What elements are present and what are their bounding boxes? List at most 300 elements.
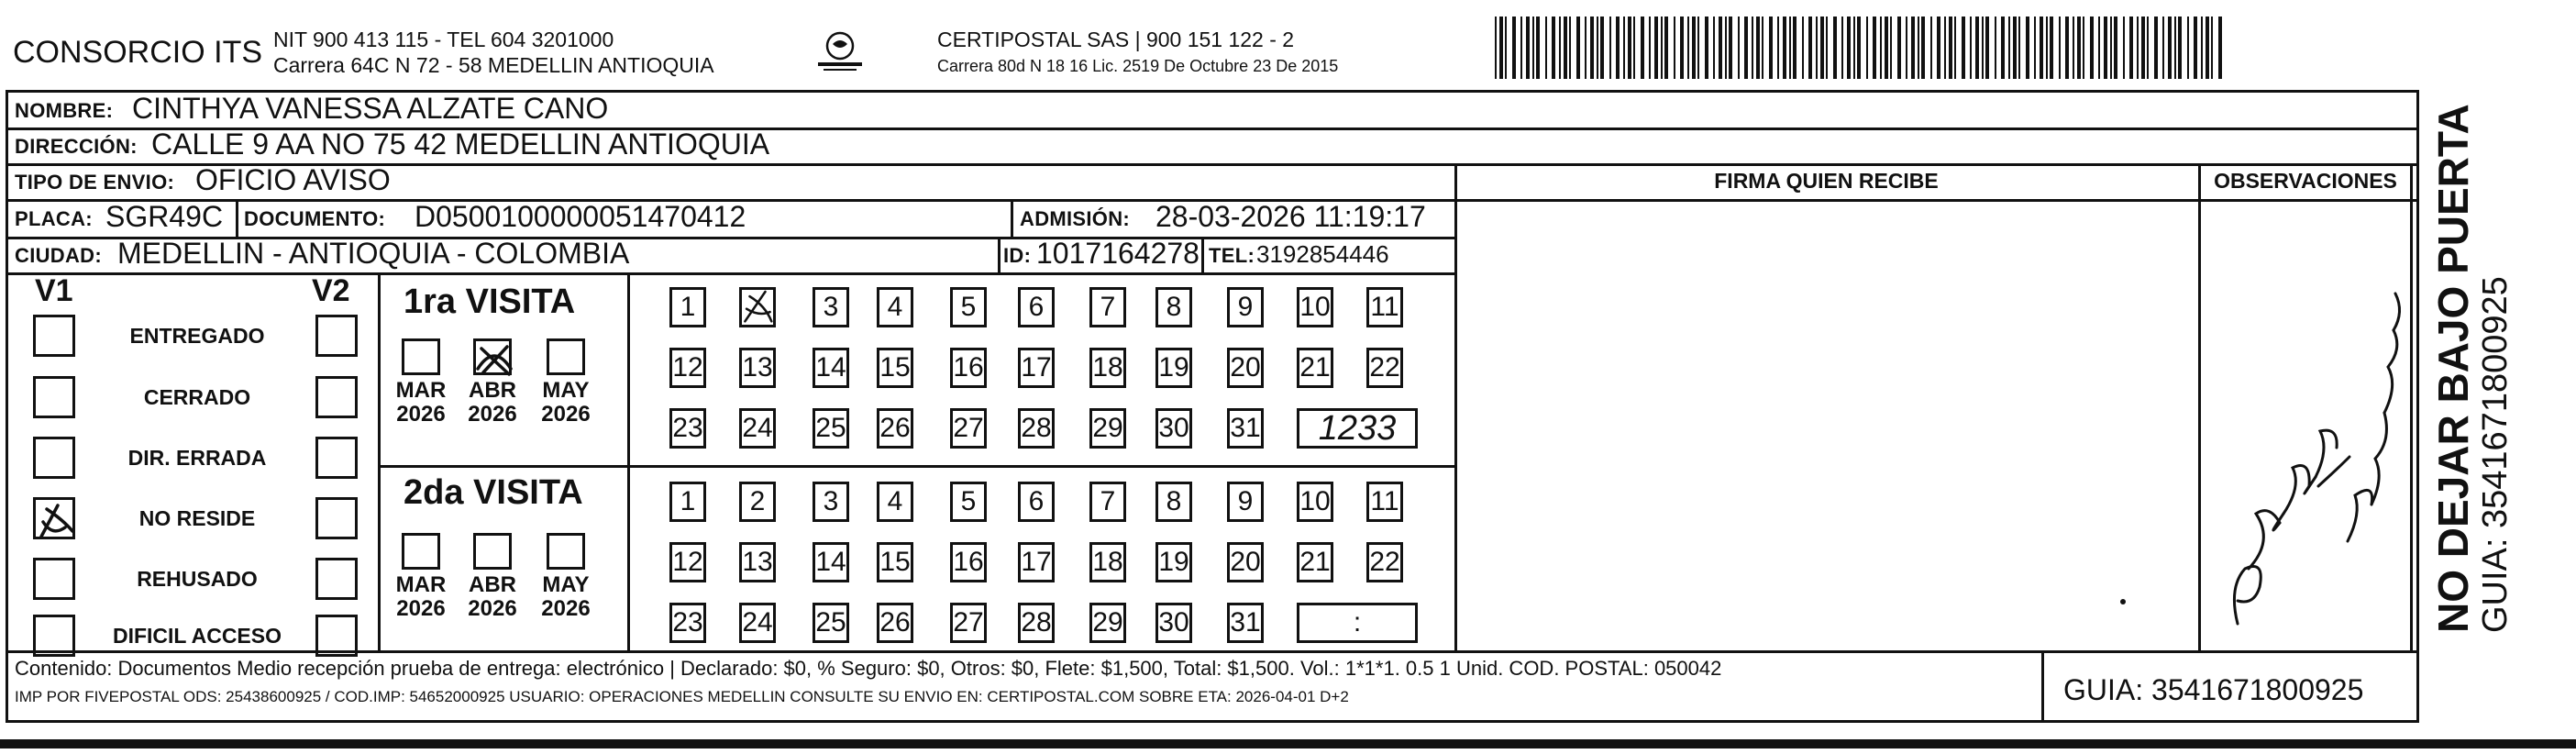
day-box[interactable] bbox=[1227, 408, 1264, 449]
v1-label: V1 bbox=[35, 273, 73, 308]
day-box[interactable] bbox=[877, 542, 913, 582]
barcode-bar bbox=[1729, 17, 1732, 79]
day-box[interactable] bbox=[1155, 287, 1192, 327]
barcode-bar bbox=[2110, 17, 2112, 79]
barcode-bar bbox=[1576, 17, 1580, 79]
barcode-bar bbox=[1789, 17, 1791, 79]
barcode-bar bbox=[2073, 17, 2074, 79]
day-number: 10 bbox=[1299, 486, 1331, 516]
barcode-bar bbox=[2083, 17, 2084, 79]
day-number: 9 bbox=[1237, 486, 1254, 516]
day-number: 2 bbox=[749, 486, 766, 516]
barcode-bar bbox=[1873, 17, 1876, 79]
day-box[interactable] bbox=[1366, 482, 1403, 522]
day-number: 8 bbox=[1166, 486, 1182, 516]
barcode-bar bbox=[1921, 17, 1925, 79]
barcode-bar bbox=[2018, 17, 2020, 79]
side-text bbox=[2428, 104, 2566, 633]
barcode-bar bbox=[1520, 17, 1522, 79]
barcode-bar bbox=[1897, 17, 1901, 79]
barcode-bar bbox=[1744, 17, 1748, 79]
barcode-bar bbox=[1590, 17, 1594, 79]
day-box[interactable] bbox=[877, 287, 913, 327]
day-box[interactable] bbox=[877, 482, 913, 522]
placa-value: SGR49C bbox=[105, 200, 224, 233]
barcode-bar bbox=[2174, 17, 2176, 79]
day-box[interactable] bbox=[877, 603, 913, 643]
day-box[interactable] bbox=[877, 408, 913, 449]
barcode-bar bbox=[1777, 17, 1779, 79]
day-box[interactable] bbox=[1227, 482, 1264, 522]
day-number: 12 bbox=[672, 352, 703, 383]
day-box[interactable] bbox=[950, 542, 987, 582]
day-box[interactable] bbox=[813, 408, 849, 449]
ciudad-value: MEDELLIN - ANTIOQUIA - COLOMBIA bbox=[117, 237, 630, 270]
barcode-bar bbox=[2154, 17, 2158, 79]
day-number: 17 bbox=[1021, 547, 1052, 577]
barcode-bar bbox=[1552, 17, 1555, 79]
day-number: 27 bbox=[953, 413, 984, 443]
barcode-bar bbox=[1692, 17, 1696, 79]
day-box[interactable] bbox=[739, 482, 776, 522]
barcode-bar bbox=[2137, 17, 2139, 79]
day-box[interactable] bbox=[1155, 482, 1192, 522]
tipo-label: TIPO DE ENVIO: bbox=[15, 171, 175, 194]
day-number: 7 bbox=[1100, 486, 1116, 516]
barcode-bar bbox=[1762, 17, 1763, 79]
status-option-label: ENTREGADO bbox=[129, 324, 265, 348]
month-name: MAR bbox=[395, 378, 447, 403]
day-box[interactable] bbox=[1018, 348, 1055, 388]
company-name: CONSORCIO ITS bbox=[13, 35, 263, 70]
v1-checkbox[interactable] bbox=[33, 437, 75, 479]
barcode-bar bbox=[1532, 17, 1534, 79]
barcode-bar bbox=[2001, 17, 2005, 79]
day-box[interactable] bbox=[1155, 542, 1192, 582]
day-box[interactable] bbox=[813, 542, 849, 582]
day-box[interactable] bbox=[1227, 348, 1264, 388]
day-number: 24 bbox=[742, 413, 773, 443]
barcode-bar bbox=[1609, 17, 1611, 79]
id-label: ID: bbox=[1003, 244, 1032, 267]
day-box[interactable] bbox=[669, 287, 706, 327]
bottom-edge bbox=[0, 739, 2576, 748]
month-name: MAY bbox=[542, 572, 590, 597]
barcode-bar bbox=[1816, 17, 1818, 79]
day-number: 31 bbox=[1230, 607, 1261, 638]
firma-dot bbox=[2120, 599, 2126, 604]
barcode-bar bbox=[1569, 17, 1571, 79]
month-name: ABR bbox=[469, 378, 516, 403]
month-year: 2026 bbox=[541, 596, 591, 621]
barcode-bar bbox=[2114, 17, 2117, 79]
barcode-bar bbox=[1697, 17, 1699, 79]
day-number: 17 bbox=[1021, 352, 1052, 383]
barcode-bar bbox=[1661, 17, 1663, 79]
barcode-bar bbox=[1536, 17, 1540, 79]
day-box[interactable] bbox=[669, 482, 706, 522]
day-box[interactable] bbox=[1089, 482, 1126, 522]
month-name: ABR bbox=[469, 572, 516, 597]
month-name: MAR bbox=[395, 572, 447, 597]
admision-label: ADMISIÓN: bbox=[1020, 207, 1131, 230]
day-box[interactable] bbox=[669, 348, 706, 388]
day-box[interactable] bbox=[1018, 482, 1055, 522]
visit2-title: 2da VISITA bbox=[404, 473, 583, 512]
barcode-bar bbox=[1713, 17, 1715, 79]
barcode-bar bbox=[1885, 17, 1888, 79]
barcode-bar bbox=[2013, 17, 2017, 79]
day-number: 22 bbox=[1369, 547, 1400, 577]
v2-checkbox[interactable] bbox=[315, 376, 358, 418]
day-number: 5 bbox=[960, 486, 977, 516]
certipostal-address: Carrera 80d N 18 16 Lic. 2519 De Octubre 23 De 2015 bbox=[937, 57, 1339, 75]
day-box[interactable] bbox=[1366, 348, 1403, 388]
v2-checkbox[interactable] bbox=[315, 315, 358, 357]
month-name: MAY bbox=[542, 378, 590, 403]
barcode-bar bbox=[1641, 17, 1644, 79]
day-box[interactable] bbox=[1155, 408, 1192, 449]
day-box[interactable] bbox=[739, 542, 776, 582]
barcode-bar bbox=[1820, 17, 1824, 79]
day-box[interactable] bbox=[1089, 408, 1126, 449]
day-box[interactable] bbox=[739, 603, 776, 643]
day-number: 21 bbox=[1299, 352, 1331, 383]
day-box[interactable] bbox=[950, 408, 987, 449]
day-number: 16 bbox=[953, 352, 984, 383]
day-number: 19 bbox=[1158, 352, 1189, 383]
day-number: 11 bbox=[1370, 292, 1399, 322]
barcode-bar bbox=[1949, 17, 1952, 79]
company-address: Carrera 64C N 72 - 58 MEDELLIN ANTIOQUIA bbox=[273, 53, 714, 77]
day-box[interactable] bbox=[1089, 603, 1126, 643]
barcode-bar bbox=[1982, 17, 1984, 79]
day-number: 15 bbox=[879, 547, 911, 577]
barcode-bar bbox=[1680, 17, 1684, 79]
barcode-bar bbox=[1880, 17, 1882, 79]
barcode-bar bbox=[1826, 17, 1828, 79]
barcode-bar bbox=[1752, 17, 1753, 79]
barcode-bar bbox=[1633, 17, 1635, 79]
v2-checkbox[interactable] bbox=[315, 558, 358, 600]
day-box[interactable] bbox=[1018, 603, 1055, 643]
visit1-title: 1ra VISITA bbox=[404, 283, 576, 321]
status-option-label: CERRADO bbox=[143, 385, 251, 409]
direccion-value: CALLE 9 AA NO 75 42 MEDELLIN ANTIOQUIA bbox=[151, 128, 770, 161]
company-nit: NIT 900 413 115 - TEL 604 3201000 bbox=[273, 28, 614, 51]
barcode-bar bbox=[1841, 17, 1843, 79]
barcode-bar bbox=[1808, 17, 1812, 79]
barcode bbox=[1495, 17, 2228, 79]
barcode-bar bbox=[1664, 17, 1668, 79]
barcode-bar bbox=[1995, 17, 1996, 79]
day-number: 24 bbox=[742, 607, 773, 638]
day-box[interactable] bbox=[813, 348, 849, 388]
barcode-bar bbox=[1738, 17, 1740, 79]
day-box[interactable] bbox=[1018, 408, 1055, 449]
day-number: 29 bbox=[1092, 413, 1123, 443]
barcode-bar bbox=[1756, 17, 1760, 79]
barcode-bar bbox=[1911, 17, 1915, 79]
day-box[interactable] bbox=[739, 287, 776, 327]
barcode-bar bbox=[1585, 17, 1587, 79]
header bbox=[0, 0, 2576, 92]
barcode-bar bbox=[1866, 17, 1868, 79]
day-box[interactable] bbox=[1297, 287, 1333, 327]
placa-label: PLACA: bbox=[15, 207, 93, 230]
barcode-bar bbox=[2211, 17, 2213, 79]
barcode-bar bbox=[2187, 17, 2189, 79]
barcode-bar bbox=[1906, 17, 1907, 79]
time-box[interactable]: 1233 bbox=[1297, 408, 1418, 449]
direccion-label: DIRECCIÓN: bbox=[15, 135, 138, 158]
barcode-bar bbox=[1962, 17, 1965, 79]
barcode-bar bbox=[1687, 17, 1689, 79]
month-checkbox[interactable] bbox=[473, 338, 512, 375]
barcode-bar bbox=[2218, 17, 2222, 79]
barcode-bar bbox=[1802, 17, 1804, 79]
day-box[interactable] bbox=[1155, 348, 1192, 388]
barcode-bar bbox=[1654, 17, 1658, 79]
day-box[interactable] bbox=[1366, 287, 1403, 327]
day-box[interactable] bbox=[877, 348, 913, 388]
day-box[interactable] bbox=[1089, 348, 1126, 388]
barcode-bar bbox=[1985, 17, 1989, 79]
month-label bbox=[464, 573, 521, 621]
observaciones-label: OBSERVACIONES bbox=[2214, 169, 2397, 193]
id-value: 1017164278 bbox=[1036, 237, 1200, 270]
day-box[interactable] bbox=[1366, 542, 1403, 582]
footer-line1: Contenido: Documentos Medio recepción prueba de entrega: electrónico | Declarado: $0, % Seguro: $0, Otros: $0, Flete: $1,500, Total: $1,500. Vol.: 1*1*1. 0.5 1 Unid. COD. POSTAL: 050042 bbox=[15, 657, 1722, 680]
day-number: 22 bbox=[1369, 352, 1400, 383]
status-option-label: REHUSADO bbox=[137, 567, 258, 591]
day-box[interactable] bbox=[1155, 603, 1192, 643]
barcode-bar bbox=[2059, 17, 2061, 79]
day-number: 19 bbox=[1158, 547, 1189, 577]
day-box[interactable] bbox=[739, 348, 776, 388]
day-number: 25 bbox=[815, 413, 846, 443]
barcode-bar bbox=[1545, 17, 1547, 79]
barcode-bar bbox=[1853, 17, 1855, 79]
barcode-bar bbox=[1628, 17, 1631, 79]
day-number: 12 bbox=[672, 547, 703, 577]
barcode-bar bbox=[2098, 17, 2100, 79]
day-box[interactable] bbox=[1227, 603, 1264, 643]
barcode-bar bbox=[1944, 17, 1946, 79]
barcode-bar bbox=[2026, 17, 2029, 79]
barcode-bar bbox=[1616, 17, 1620, 79]
month-label bbox=[537, 379, 594, 427]
day-box[interactable] bbox=[950, 482, 987, 522]
day-number: 15 bbox=[879, 352, 911, 383]
day-box[interactable] bbox=[1089, 542, 1126, 582]
month-year: 2026 bbox=[468, 596, 517, 621]
barcode-bar bbox=[1559, 17, 1561, 79]
barcode-bar bbox=[2162, 17, 2164, 79]
barcode-bar bbox=[1526, 17, 1530, 79]
nombre-value: CINTHYA VANESSA ALZATE CANO bbox=[132, 92, 609, 125]
day-number: 13 bbox=[742, 547, 773, 577]
month-year: 2026 bbox=[541, 402, 591, 427]
month-checkbox[interactable] bbox=[547, 533, 585, 570]
barcode-bar bbox=[1975, 17, 1979, 79]
day-box[interactable] bbox=[1018, 287, 1055, 327]
month-checkbox[interactable] bbox=[402, 533, 440, 570]
barcode-bar bbox=[1954, 17, 1956, 79]
barcode-bar bbox=[1649, 17, 1651, 79]
v1-checkbox[interactable] bbox=[33, 497, 75, 539]
barcode-bar bbox=[2206, 17, 2209, 79]
barcode-bar bbox=[2104, 17, 2107, 79]
barcode-bar bbox=[1769, 17, 1773, 79]
day-number: 27 bbox=[953, 607, 984, 638]
barcode-bar bbox=[2090, 17, 2094, 79]
barcode-bar bbox=[2050, 17, 2053, 79]
barcode-bar bbox=[1495, 17, 1497, 79]
day-number: 20 bbox=[1230, 547, 1261, 577]
barcode-bar bbox=[1600, 17, 1604, 79]
day-number: 29 bbox=[1092, 607, 1123, 638]
certipostal-name: CERTIPOSTAL SAS | 900 151 122 - 2 bbox=[937, 28, 1295, 51]
v1-checkbox[interactable] bbox=[33, 558, 75, 600]
day-box[interactable] bbox=[813, 603, 849, 643]
month-label bbox=[537, 573, 594, 621]
v2-label: V2 bbox=[312, 273, 350, 308]
barcode-bar bbox=[2178, 17, 2182, 79]
footer-guia: GUIA: 3541671800925 bbox=[2063, 673, 2364, 706]
day-number: 14 bbox=[815, 352, 846, 383]
observaciones-handwriting bbox=[2201, 238, 2410, 642]
day-number: 13 bbox=[742, 352, 773, 383]
barcode-bar bbox=[1857, 17, 1861, 79]
barcode-bar bbox=[1505, 17, 1507, 79]
day-number: 26 bbox=[879, 607, 911, 638]
barcode-bar bbox=[1783, 17, 1786, 79]
day-number: 3 bbox=[823, 486, 839, 516]
day-number: 4 bbox=[887, 292, 903, 322]
day-number: 16 bbox=[953, 547, 984, 577]
day-box[interactable] bbox=[1227, 287, 1264, 327]
day-number: 1 bbox=[680, 486, 696, 516]
barcode-bar bbox=[1930, 17, 1932, 79]
barcode-bar bbox=[1890, 17, 1892, 79]
day-number: 6 bbox=[1028, 292, 1045, 322]
barcode-bar bbox=[1918, 17, 1919, 79]
day-box[interactable] bbox=[1297, 542, 1333, 582]
v1-checkbox[interactable] bbox=[33, 315, 75, 357]
documento-value: D0500100000051470412 bbox=[415, 200, 746, 233]
day-number: 28 bbox=[1021, 413, 1052, 443]
barcode-bar bbox=[1847, 17, 1851, 79]
v1-checkbox[interactable] bbox=[33, 376, 75, 418]
month-year: 2026 bbox=[468, 402, 517, 427]
day-number: 11 bbox=[1370, 486, 1399, 516]
ciudad-label: CIUDAD: bbox=[15, 244, 102, 267]
barcode-bar bbox=[1719, 17, 1722, 79]
barcode-bar bbox=[2077, 17, 2081, 79]
barcode-bar bbox=[1499, 17, 1503, 79]
barcode-bar bbox=[2194, 17, 2197, 79]
barcode-bar bbox=[1564, 17, 1567, 79]
admision-value: 28-03-2026 11:19:17 bbox=[1155, 200, 1426, 233]
day-box[interactable] bbox=[669, 408, 706, 449]
day-box[interactable] bbox=[950, 348, 987, 388]
barcode-bar bbox=[1597, 17, 1598, 79]
day-box[interactable] bbox=[1297, 348, 1333, 388]
day-number: 20 bbox=[1230, 352, 1261, 383]
barcode-bar bbox=[1833, 17, 1837, 79]
day-box[interactable] bbox=[1089, 287, 1126, 327]
barcode-bar bbox=[2046, 17, 2048, 79]
month-year: 2026 bbox=[396, 402, 446, 427]
month-label bbox=[392, 573, 449, 621]
day-box[interactable] bbox=[950, 287, 987, 327]
barcode-bar bbox=[2129, 17, 2133, 79]
day-number: 1 bbox=[680, 292, 696, 322]
day-number: 25 bbox=[815, 607, 846, 638]
day-box[interactable] bbox=[813, 482, 849, 522]
barcode-bar bbox=[1674, 17, 1675, 79]
side-guia: GUIA: 3541671800925 bbox=[2476, 276, 2515, 633]
day-number: 14 bbox=[815, 547, 846, 577]
barcode-bar bbox=[2141, 17, 2145, 79]
day-number: 8 bbox=[1166, 292, 1182, 322]
barcode-bar bbox=[1970, 17, 1972, 79]
barcode-bar bbox=[1793, 17, 1797, 79]
firma-label: FIRMA QUIEN RECIBE bbox=[1714, 169, 1939, 193]
time-box[interactable]: : bbox=[1297, 603, 1418, 643]
tel-value: 3192854446 bbox=[1256, 240, 1389, 268]
day-box[interactable] bbox=[1297, 482, 1333, 522]
v2-checkbox[interactable] bbox=[315, 437, 358, 479]
day-box[interactable] bbox=[739, 408, 776, 449]
barcode-bar bbox=[2040, 17, 2043, 79]
barcode-bar bbox=[1512, 17, 1516, 79]
day-number: 26 bbox=[879, 413, 911, 443]
certipostal-logo bbox=[813, 28, 868, 73]
side-warning: NO DEJAR BAJO PUERTA bbox=[2429, 104, 2477, 633]
barcode-bar bbox=[1623, 17, 1625, 79]
month-checkbox[interactable] bbox=[547, 338, 585, 375]
tel-label: TEL: bbox=[1209, 244, 1255, 267]
nombre-label: NOMBRE: bbox=[15, 99, 114, 122]
day-number: 23 bbox=[672, 413, 703, 443]
barcode-bar bbox=[2034, 17, 2036, 79]
day-number: 31 bbox=[1230, 413, 1261, 443]
month-year: 2026 bbox=[396, 596, 446, 621]
day-box[interactable] bbox=[669, 542, 706, 582]
day-number: 10 bbox=[1299, 292, 1331, 322]
month-label bbox=[464, 379, 521, 427]
day-box[interactable] bbox=[669, 603, 706, 643]
day-number: 30 bbox=[1158, 607, 1189, 638]
day-number: 3 bbox=[823, 292, 839, 322]
month-checkbox[interactable] bbox=[402, 338, 440, 375]
barcode-bar bbox=[2123, 17, 2125, 79]
day-box[interactable] bbox=[813, 287, 849, 327]
day-box[interactable] bbox=[1227, 542, 1264, 582]
barcode-bar bbox=[2168, 17, 2172, 79]
v2-checkbox[interactable] bbox=[315, 497, 358, 539]
day-number: 9 bbox=[1237, 292, 1254, 322]
day-number: 21 bbox=[1299, 547, 1331, 577]
barcode-bar bbox=[2201, 17, 2203, 79]
barcode-bar bbox=[2065, 17, 2069, 79]
day-number: 18 bbox=[1092, 547, 1123, 577]
day-box[interactable] bbox=[950, 603, 987, 643]
day-box[interactable] bbox=[1018, 542, 1055, 582]
month-checkbox[interactable] bbox=[473, 533, 512, 570]
